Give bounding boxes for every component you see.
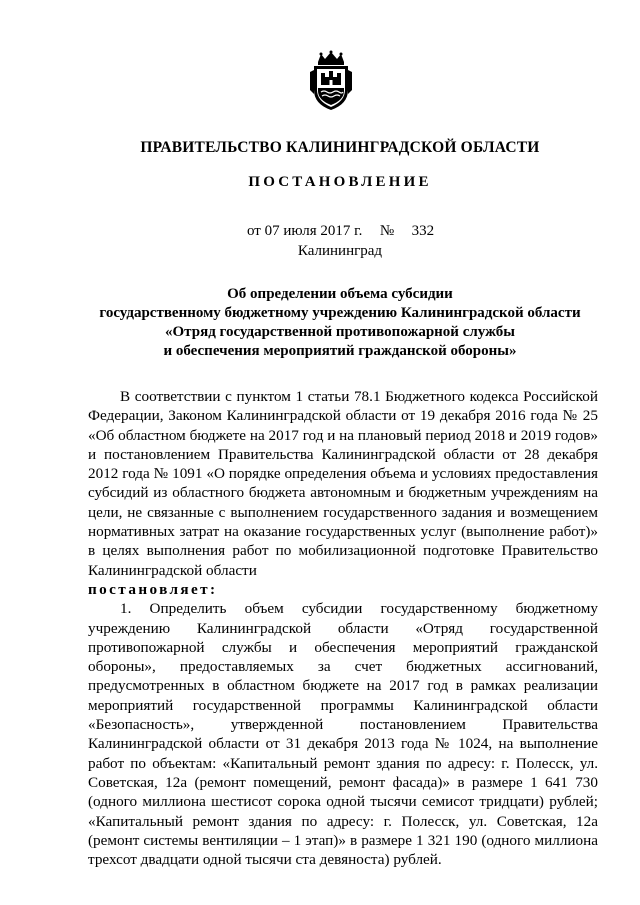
city: Калининград [297,243,383,259]
document-body [88,387,598,869]
date-value: 07 июля 2017 г. [264,223,363,239]
document-type: ПОСТАНОВЛЕНИЕ [248,174,432,190]
document-subject [0,285,640,361]
government-title: ПРАВИТЕЛЬСТВО КАЛИНИНГРАДСКОЙ ОБЛАСТИ [140,139,540,156]
subject-line: Об определении объема субсидии [227,286,453,302]
clause-paragraph: 1. Определить объем субсидии государственному бюджетному учреждению Калининградской области «Отряд государственной противопожарной службы и обеспечения мероприятий гражданской обороны», предоставляемых за счет бюджетных ассигнований, предусмотренных в областном бюджете на 2017 год в рамках реализации мероприятий государственной программы Калининградской области «Безопасность», утвержденной постановлением Правительства Калининградской области от 31 декабря 2013 года № 1024, на выполнение работ по объектам: «Капитальный ремонт здания по адресу: г. Полесск, ул. Советская, 12а (ремонт помещений, ремонт фасада)» в размере 1 641 730 (одного миллиона шестисот сорока одной тысячи семисот тридцати) рублей; «Капитальный ремонт здания по адресу: г. Полесск, ул. Советская, 12а (ремонт системы вентиляции – 1 этап)» в размере 1 321 190 (одного миллиона трехсот двадцати одной тысячи ста девяноста) рублей. [88,600,598,869]
date-line [247,223,434,240]
date-prefix: от [247,223,261,239]
resolution-keyword: постановляет: [88,580,218,598]
subject-line: государственному бюджетному учреждению Калининградской области [99,305,581,321]
document-number: 332 [411,223,435,239]
number-sign: № [379,223,395,239]
coat-of-arms-icon [308,50,354,112]
preamble-paragraph: В соответствии с пунктом 1 статьи 78.1 Бюджетного кодекса Российской Федерации, Законом Калининградской области от 19 декабря 2016 года № 25 «Об областном бюджете на 2017 год и на плановый период 2018 и 2019 годов» и постановлением Правительства Калининградской области от 28 декабря 2012 года № 1091 «О порядке определения объема и условиях предоставления субсидий из областного бюджета автономным и бюджетным учреждениям на цели, не связанные с выполнением государственного задания и возмещением нормативных затрат на оказание государственных услуг (выполнение работ)» в целях выполнения работ по мобилизационной подготовке Правительство Калининградской области [88,388,598,579]
subject-line: и обеспечения мероприятий гражданской обороны» [163,343,517,359]
subject-line: «Отряд государственной противопожарной службы [165,324,515,340]
